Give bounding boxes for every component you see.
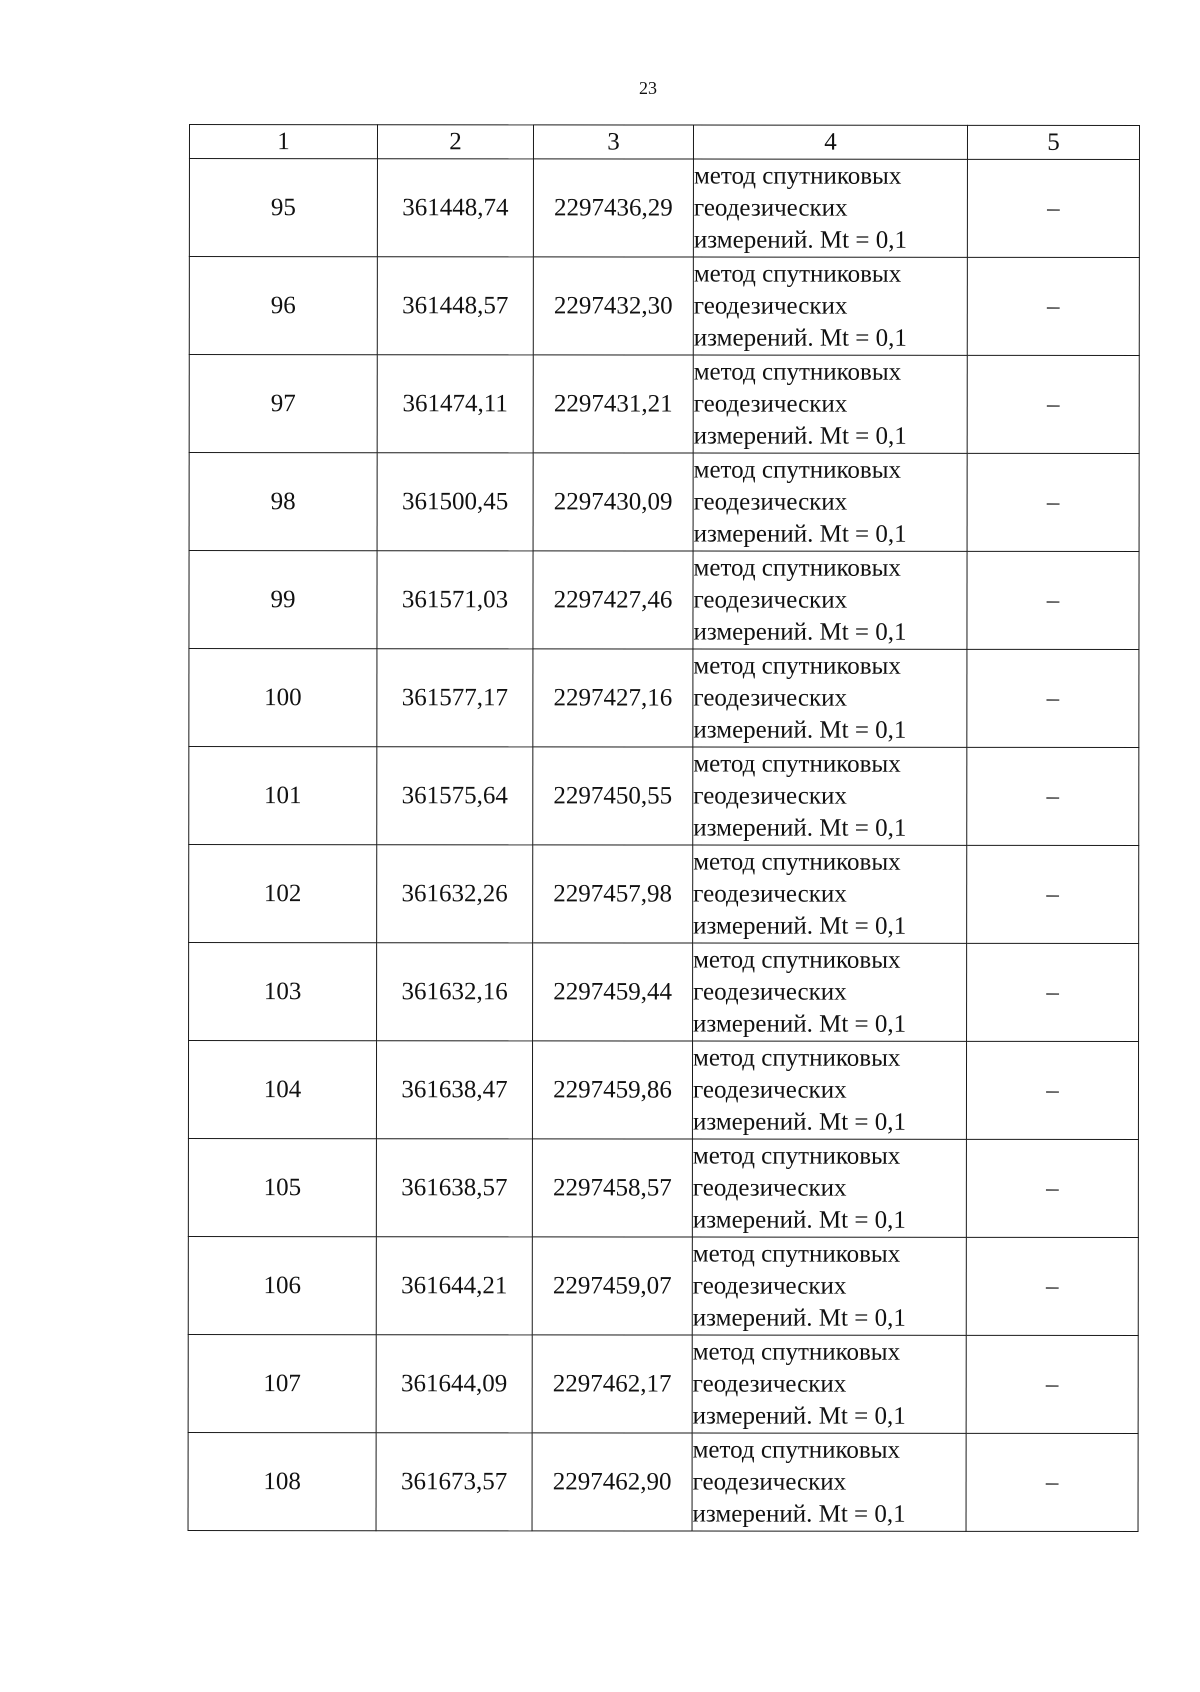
note-cell: – bbox=[967, 845, 1139, 943]
note-cell: – bbox=[967, 649, 1139, 747]
method-line: геодезических bbox=[693, 390, 848, 418]
table-row bbox=[189, 845, 1139, 944]
point-number-cell: 107 bbox=[188, 1334, 376, 1432]
y-coordinate-cell: 2297462,90 bbox=[532, 1433, 692, 1531]
method-line: метод спутниковых bbox=[693, 946, 901, 974]
page-number: 23 bbox=[639, 78, 657, 98]
method-line: измерений. Mt = 0,1 bbox=[692, 1108, 907, 1136]
method-line: измерений. Mt = 0,1 bbox=[693, 1010, 907, 1038]
note-cell: – bbox=[967, 453, 1139, 551]
method-cell bbox=[692, 1433, 966, 1531]
method-line: метод спутниковых bbox=[693, 848, 901, 876]
method-line: метод спутниковых bbox=[693, 162, 902, 190]
point-number-cell: 106 bbox=[188, 1236, 376, 1334]
column-header-5: 5 bbox=[967, 125, 1139, 159]
method-line: измерений. Mt = 0,1 bbox=[693, 422, 907, 450]
table-body bbox=[188, 159, 1139, 1532]
y-coordinate-cell: 2297459,07 bbox=[532, 1237, 692, 1335]
column-header-2: 2 bbox=[377, 125, 533, 159]
note-cell: – bbox=[967, 257, 1139, 355]
method-line: геодезических bbox=[693, 782, 847, 810]
table-row bbox=[188, 1334, 1138, 1433]
y-coordinate-cell: 2297450,55 bbox=[533, 747, 693, 845]
table-row bbox=[189, 747, 1139, 846]
method-cell bbox=[693, 845, 967, 943]
point-number-cell: 105 bbox=[188, 1139, 376, 1237]
method-line: измерений. Mt = 0,1 bbox=[693, 912, 907, 940]
x-coordinate-cell: 361673,57 bbox=[376, 1433, 532, 1531]
method-line: метод спутниковых bbox=[692, 1142, 901, 1170]
table-row bbox=[188, 1236, 1138, 1335]
table-row bbox=[189, 551, 1139, 650]
point-number-cell: 95 bbox=[189, 159, 377, 257]
point-number-cell: 100 bbox=[189, 649, 377, 747]
note-cell: – bbox=[967, 355, 1139, 453]
point-number-cell: 103 bbox=[189, 943, 377, 1041]
x-coordinate-cell: 361644,09 bbox=[376, 1335, 532, 1433]
y-coordinate-cell: 2297430,09 bbox=[533, 453, 693, 551]
method-line: геодезических bbox=[692, 1468, 847, 1496]
method-cell bbox=[692, 1041, 966, 1139]
method-line: измерений. Mt = 0,1 bbox=[693, 716, 907, 744]
y-coordinate-cell: 2297427,46 bbox=[533, 551, 693, 649]
note-cell: – bbox=[966, 1041, 1138, 1139]
y-coordinate-cell: 2297459,86 bbox=[532, 1041, 692, 1139]
method-line: геодезических bbox=[692, 1076, 847, 1104]
method-line: измерений. Mt = 0,1 bbox=[693, 324, 907, 352]
y-coordinate-cell: 2297458,57 bbox=[532, 1139, 692, 1237]
method-line: метод спутниковых bbox=[692, 1240, 901, 1268]
table-row bbox=[188, 1139, 1138, 1238]
note-cell: – bbox=[967, 159, 1139, 257]
y-coordinate-cell: 2297432,30 bbox=[533, 257, 693, 355]
method-cell bbox=[693, 453, 967, 551]
method-cell bbox=[693, 747, 967, 845]
x-coordinate-cell: 361638,47 bbox=[376, 1041, 532, 1139]
method-line: измерений. Mt = 0,1 bbox=[692, 1500, 906, 1528]
x-coordinate-cell: 361644,21 bbox=[376, 1237, 532, 1335]
method-cell bbox=[693, 159, 967, 257]
note-cell: – bbox=[966, 1433, 1138, 1531]
method-line: геодезических bbox=[692, 1272, 847, 1300]
method-line: геодезических bbox=[693, 684, 848, 712]
method-cell bbox=[693, 649, 967, 747]
point-number-cell: 102 bbox=[189, 845, 377, 943]
point-number-cell: 99 bbox=[189, 551, 377, 649]
point-number-cell: 97 bbox=[189, 355, 377, 453]
header-row bbox=[189, 125, 1139, 160]
method-line: метод спутниковых bbox=[693, 358, 902, 386]
point-number-cell: 96 bbox=[189, 257, 377, 355]
point-number-cell: 101 bbox=[189, 747, 377, 845]
table-row bbox=[188, 1432, 1138, 1531]
method-line: метод спутниковых bbox=[693, 1044, 901, 1072]
table-row bbox=[189, 355, 1139, 454]
table-row bbox=[189, 943, 1139, 1042]
method-cell bbox=[693, 943, 967, 1041]
note-cell: – bbox=[967, 747, 1139, 845]
method-line: геодезических bbox=[693, 880, 847, 908]
method-line: метод спутниковых bbox=[692, 1436, 901, 1464]
y-coordinate-cell: 2297462,17 bbox=[532, 1335, 692, 1433]
method-line: измерений. Mt = 0,1 bbox=[693, 618, 907, 646]
x-coordinate-cell: 361448,57 bbox=[377, 257, 533, 355]
point-number-cell: 108 bbox=[188, 1432, 376, 1530]
method-line: метод спутниковых bbox=[693, 456, 902, 484]
y-coordinate-cell: 2297436,29 bbox=[533, 159, 693, 257]
method-line: геодезических bbox=[693, 586, 848, 614]
table-row bbox=[189, 159, 1139, 258]
y-coordinate-cell: 2297427,16 bbox=[533, 649, 693, 747]
table-row bbox=[188, 1041, 1138, 1140]
y-coordinate-cell: 2297431,21 bbox=[533, 355, 693, 453]
method-cell bbox=[693, 551, 967, 649]
y-coordinate-cell: 2297459,44 bbox=[533, 943, 693, 1041]
x-coordinate-cell: 361474,11 bbox=[377, 355, 533, 453]
method-line: геодезических bbox=[692, 1174, 847, 1202]
coordinates-table bbox=[188, 124, 1140, 1532]
method-line: геодезических bbox=[693, 292, 848, 320]
method-line: геодезических bbox=[693, 978, 847, 1006]
x-coordinate-cell: 361500,45 bbox=[377, 453, 533, 551]
method-cell bbox=[692, 1335, 966, 1433]
method-cell bbox=[692, 1139, 966, 1237]
method-line: метод спутниковых bbox=[693, 554, 901, 582]
note-cell: – bbox=[966, 1139, 1138, 1237]
method-line: измерений. Mt = 0,1 bbox=[693, 520, 907, 548]
method-line: измерений. Mt = 0,1 bbox=[693, 814, 907, 842]
x-coordinate-cell: 361575,64 bbox=[377, 747, 533, 845]
x-coordinate-cell: 361632,26 bbox=[377, 845, 533, 943]
method-line: метод спутниковых bbox=[693, 750, 901, 778]
x-coordinate-cell: 361638,57 bbox=[376, 1139, 532, 1237]
column-header-3: 3 bbox=[533, 125, 693, 159]
method-line: измерений. Mt = 0,1 bbox=[692, 1402, 906, 1430]
point-number-cell: 98 bbox=[189, 453, 377, 551]
x-coordinate-cell: 361571,03 bbox=[377, 551, 533, 649]
method-line: метод спутниковых bbox=[693, 260, 902, 288]
method-line: геодезических bbox=[693, 194, 848, 222]
note-cell: – bbox=[966, 1335, 1138, 1433]
x-coordinate-cell: 361577,17 bbox=[377, 649, 533, 747]
column-header-4: 4 bbox=[693, 125, 967, 159]
note-cell: – bbox=[966, 1237, 1138, 1335]
method-line: геодезических bbox=[693, 488, 848, 516]
column-header-1: 1 bbox=[189, 125, 377, 159]
method-line: метод спутниковых bbox=[693, 652, 901, 680]
method-line: измерений. Mt = 0,1 bbox=[692, 1304, 906, 1332]
table-row bbox=[189, 649, 1139, 748]
method-cell bbox=[692, 1237, 966, 1335]
method-cell bbox=[693, 257, 967, 355]
method-line: измерений. Mt = 0,1 bbox=[692, 1206, 906, 1234]
note-cell: – bbox=[967, 551, 1139, 649]
table-row bbox=[189, 257, 1139, 356]
y-coordinate-cell: 2297457,98 bbox=[533, 845, 693, 943]
method-line: измерений. Mt = 0,1 bbox=[693, 226, 907, 254]
method-line: геодезических bbox=[692, 1370, 847, 1398]
method-line: метод спутниковых bbox=[692, 1338, 901, 1366]
table-row bbox=[189, 453, 1139, 552]
x-coordinate-cell: 361632,16 bbox=[377, 943, 533, 1041]
x-coordinate-cell: 361448,74 bbox=[377, 159, 533, 257]
method-cell bbox=[693, 355, 967, 453]
note-cell: – bbox=[967, 943, 1139, 1041]
point-number-cell: 104 bbox=[188, 1041, 376, 1139]
